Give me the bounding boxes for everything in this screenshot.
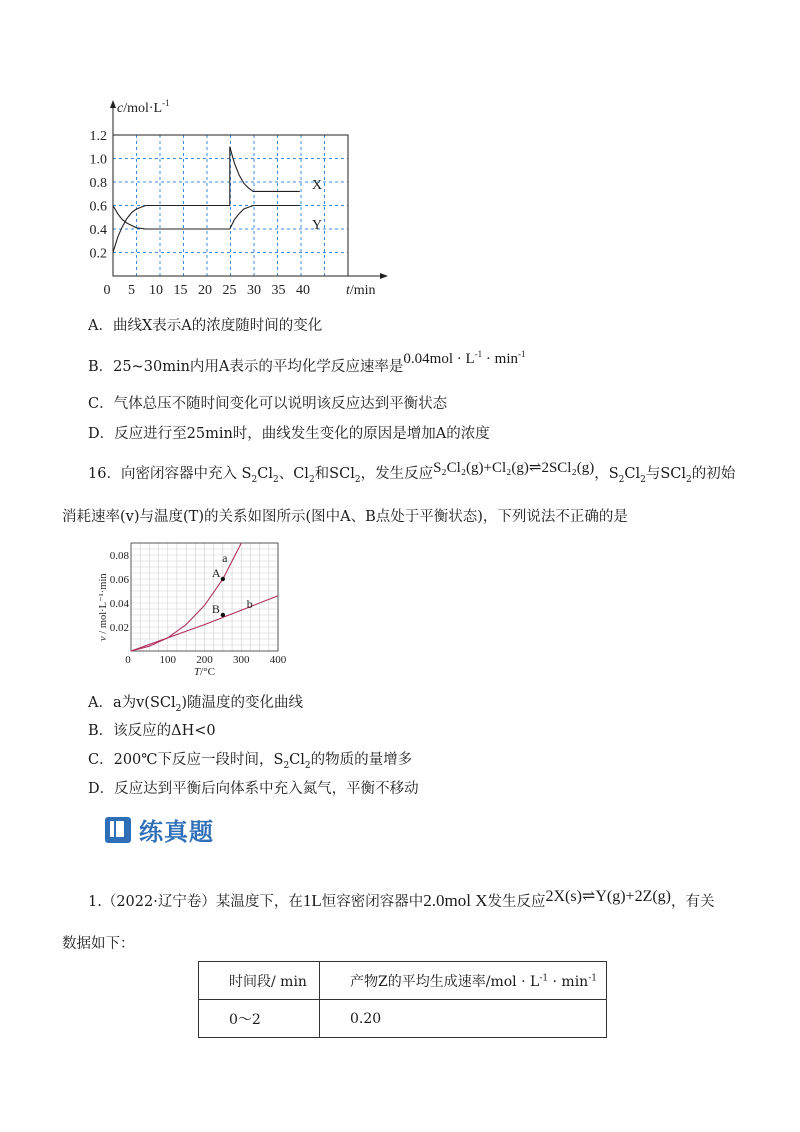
sub: 2 [175, 703, 182, 714]
rate-temperature-chart [90, 535, 290, 685]
q16-option-c [88, 750, 412, 776]
sub: 2 [640, 474, 646, 485]
y-tick-label: 0.02 [109, 622, 129, 634]
y-tick-label: 0.4 [89, 223, 107, 238]
x-tick-label: 20 [198, 283, 212, 298]
x-tick-label: 35 [271, 283, 286, 298]
q15-option-d: D．反应进行至25min时，曲线发生变化的原因是增加A的浓度 [88, 426, 490, 442]
x-axis-label: T/°C [194, 666, 215, 678]
rate-table [198, 961, 607, 1038]
sub: 2 [304, 760, 311, 771]
x-tick-label: 40 [296, 283, 310, 298]
q15-option-b [88, 349, 526, 377]
x-tick-label: 400 [269, 654, 287, 666]
q16-option-d: D．反应达到平衡后向体系中充入氮气，平衡不移动 [88, 781, 419, 797]
y-tick-label: 0.8 [89, 176, 107, 191]
series-line-X [113, 147, 300, 253]
point-A [221, 577, 225, 581]
point-label-b: B [211, 602, 220, 616]
sub: 2 [686, 474, 692, 485]
x-tick-label: 30 [247, 283, 261, 298]
q16-stem-line1 [88, 460, 736, 491]
rate-value [403, 351, 525, 367]
q16-c-post: 的物质的量增多 [310, 752, 413, 768]
rate-sup2: -1 [518, 349, 526, 359]
y-tick-label: 0.2 [89, 246, 107, 262]
q16-stem-line2: 消耗速率(v)与温度(T)的关系如图所示(图中A、B点处于平衡状态)，下列说法不正确的是 [62, 509, 628, 525]
rate-sup1: -1 [474, 349, 483, 359]
section-title: 练真题 [139, 818, 214, 846]
q1-stem-line2: 数据如下： [62, 936, 135, 952]
y-tick-label: 1.2 [89, 129, 107, 144]
sub: 2 [354, 474, 361, 485]
sub: 2 [618, 474, 625, 485]
header-sup2: -1 [588, 972, 597, 983]
x-tick-label: 5 [128, 283, 135, 298]
header-text: 产物Z的平均生成速率/mol · L [350, 973, 540, 990]
q16-a-pre: A．a为v(SCl [88, 695, 176, 711]
y-axis-arrow [110, 100, 116, 108]
q1-stem-line1 [88, 890, 715, 913]
y-axis-label: $c/mol\cdot L^{-1}$ [117, 98, 170, 116]
y-tick-label: 0.6 [89, 199, 107, 215]
y-tick-label: 0.06 [109, 574, 129, 586]
rate-number: 0.04mol · L [403, 351, 475, 367]
q16-option-a [88, 693, 303, 719]
curve-label-b: b [246, 596, 253, 611]
table-header-cell [320, 962, 607, 1000]
x-tick-label: 0 [103, 283, 111, 298]
q15-option-c: C．气体总压不随时间变化可以说明该反应达到平衡状态 [88, 396, 448, 412]
x-tick-label: 200 [196, 654, 213, 666]
x-tick-label: 0 [125, 654, 131, 666]
point-label-a: A [211, 566, 221, 580]
q15-option-a: A．曲线X表示A的浓度随时间的变化 [88, 318, 323, 334]
q1-amount: 2.0mol X [423, 891, 488, 910]
concentration-time-chart [88, 92, 408, 302]
q16-text-4: 和SCl [314, 466, 355, 482]
q15-option-b-text: B．25~30min内用A表示的平均化学反应速率是 [88, 359, 404, 375]
sub: 2 [272, 474, 279, 485]
y-tick-label: 0.04 [109, 598, 129, 610]
x-tick-label: 300 [233, 654, 250, 666]
table-cell: 0～2 [199, 1000, 320, 1038]
series-label-y: Y [312, 218, 323, 233]
point-B [221, 613, 225, 617]
q16-text-8: 与SCl [645, 466, 687, 482]
header-sup: -1 [539, 972, 549, 983]
q1-text-3: 发生反应 [487, 894, 546, 910]
q16-text-7: Cl [624, 466, 641, 482]
sub: 2 [283, 760, 290, 771]
x-tick-label: 15 [173, 283, 188, 298]
q16-c-mid: Cl [289, 752, 305, 768]
x-tick-label: 10 [149, 283, 163, 298]
q1-text-2: 恒容密闭容器中 [321, 894, 424, 910]
q16-text-2: Cl [257, 466, 273, 482]
q16-reaction: S₂Cl₂(g)+Cl₂(g)⇌2SCl₂(g) [433, 460, 595, 476]
q16-c-pre: C．200℃下反应一段时间，S [88, 752, 284, 768]
table-header-cell: 时间段/ min [199, 962, 320, 1000]
table-cell: 0.20 [320, 1000, 607, 1038]
series-label-x: X [312, 178, 323, 193]
y-tick-label: 1.0 [89, 152, 107, 168]
series-line-Y [113, 206, 300, 230]
q16-text-9: 的初始 [691, 466, 736, 482]
q1-text-1: 1.（2022·辽宁卷）某温度下，在 [88, 894, 303, 910]
q1-text-4: ，有关 [671, 894, 715, 910]
header-tail: · min [548, 973, 589, 990]
q16-option-b: B．该反应的ΔH<0 [88, 723, 216, 739]
q1-reaction: 2X(s)⇌Y(g)+2Z(g) [545, 888, 671, 905]
y-axis-label: v / mol·L⁻¹·min [98, 573, 109, 641]
sub: 2 [308, 474, 315, 485]
q16-text-1: 16．向密闭容器中充入 S [88, 466, 252, 482]
x-axis-label: t/min [346, 283, 376, 298]
table-row [199, 1000, 607, 1038]
x-tick-label: 25 [222, 283, 237, 298]
sub: 2 [251, 474, 258, 485]
x-axis-arrow [380, 273, 388, 279]
curve-label-a: a [222, 551, 228, 566]
table-header-row [199, 962, 607, 1000]
rate-min: · min [482, 351, 518, 367]
x-tick-label: 100 [159, 654, 176, 666]
q16-text-5: ，发生反应 [360, 466, 434, 482]
q16-a-post: )随温度的变化曲线 [181, 695, 304, 711]
y-tick-label: 0.08 [109, 550, 129, 562]
section-header [105, 812, 214, 847]
q16-text-6: ，S [594, 466, 619, 482]
q1-volume: 1L [302, 891, 322, 910]
book-icon [105, 817, 131, 843]
q16-text-3: 、Cl [278, 466, 309, 482]
